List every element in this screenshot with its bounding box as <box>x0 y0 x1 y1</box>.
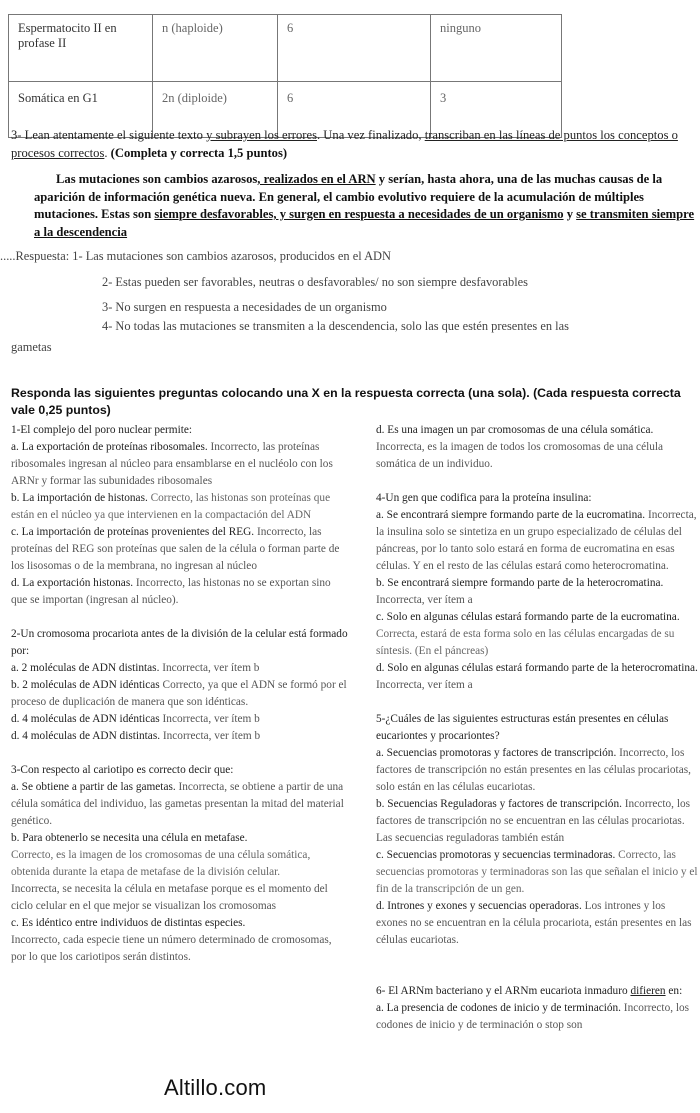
question-1: 1-El complejo del poro nuclear permite: <box>11 424 192 436</box>
option-3d <box>376 422 698 473</box>
spacer <box>11 745 349 762</box>
option-5d <box>376 898 698 949</box>
feedback: Incorrecta, se obtiene a partir de una célula somática del individuo, las gametas presentan la mitad del material genético. <box>11 781 344 827</box>
option-3a <box>11 779 349 830</box>
option-5a <box>376 745 698 796</box>
watermark-logo: Altillo.com <box>164 1075 267 1100</box>
table-cell: 6 <box>278 15 431 82</box>
answer-line-4: 4- No todas las mutaciones se transmiten a la descendencia, solo las que estén presentes en las <box>102 319 569 333</box>
underlined-text: transcriban en las líneas de puntos los conceptos o procesos correctos <box>11 128 678 160</box>
feedback: Incorrecto, las proteínas del REG son proteínas que salen de la célula o forman parte de los lisosomas o de la membrana, no ingresan al núcleo <box>11 526 340 572</box>
option-label: d. 4 moléculas de ADN idénticas <box>11 713 160 725</box>
table-row <box>9 15 562 82</box>
table-cell: 2n (diploide) <box>153 82 278 138</box>
question-2: 2-Un cromosoma procariota antes de la división de la celular está formado por: <box>11 628 348 657</box>
option-label: a. 2 moléculas de ADN distintas. <box>11 662 160 674</box>
questions-left-column <box>11 422 349 966</box>
option-4d <box>376 660 698 694</box>
feedback: Incorrecto, las proteínas ribosomales ingresan al núcleo para ensamblarse en el nucléolo con los ARNr y formar las subunidades ribosomales <box>11 441 333 487</box>
feedback: Incorrecta, es la imagen de todos los cromosomas de una célula somática de un individuo. <box>376 441 664 470</box>
table-cell: 6 <box>278 82 431 138</box>
option-4b <box>376 575 698 609</box>
text: 6- El ARNm bacteriano y el ARNm eucariota inmaduro <box>376 985 631 997</box>
answer-line-1: .....Respuesta: 1- Las mutaciones son cambios azarosos, producidos en el ADN <box>0 249 391 263</box>
option-label: b. Se encontrará siempre formando parte de la heterocromatina. <box>376 577 664 589</box>
feedback: Incorrecta, ver ítem a <box>376 594 473 606</box>
feedback: Incorrecta, ver ítem b <box>159 713 260 725</box>
feedback: Incorrecta, ver ítem a <box>376 679 473 691</box>
spacer <box>376 966 698 983</box>
multiple-choice-instructions: Responda las siguientes preguntas colocando una X en la respuesta correcta (una sola). (Cada respuesta correcta vale 0,25 puntos) <box>11 386 681 418</box>
table-cell: n (haploide) <box>153 15 278 82</box>
feedback: Los intrones y los exones no se encuentran en la célula procariota, están presentes en las células eucariotas. <box>376 900 692 946</box>
feedback: Correcta, estará de esta forma solo en las células encargadas de su síntesis. (En el páncreas) <box>376 628 675 657</box>
feedback: Incorrecto, los factores de transcripción no se encuentran en las células procariotas. Las secuencias reguladoras también están <box>376 798 691 844</box>
error-underline: siempre desfavorables, y surgen en respuesta a necesidades de un organismo <box>154 207 564 221</box>
question-3-prompt <box>11 127 697 162</box>
table-cell: 3 <box>431 82 562 138</box>
option-label: a. Secuencias promotoras y factores de transcripción. <box>376 747 617 759</box>
option-label: c. Solo en algunas células estará formando parte de la eucromatina. <box>376 611 680 623</box>
feedback: Correcto, ya que el ADN se formó por el proceso de duplicación de manera que son idénticas. <box>11 679 347 708</box>
option-2d <box>11 728 349 745</box>
option-label: a. Se obtiene a partir de las gametas. <box>11 781 176 793</box>
option-label: c. La importación de proteínas provenientes del REG. <box>11 526 255 538</box>
option-1b <box>11 490 349 524</box>
underlined-text: y subrayen los errores <box>206 128 317 142</box>
option-5c <box>376 847 698 898</box>
text: y serían, hasta ahora, una de las muchas causas de la aparición de información genética nueva. En general, el cambio evolutivo requiere de la acumulación de múltiples mutaciones. Estas son <box>34 172 663 221</box>
feedback: Correcto, es la imagen de los cromosomas de una célula somática, obtenida durante la etapa de metafase de la división celular. <box>11 849 311 878</box>
feedback: Incorrecto, los factores de transcripción no están presentes en las células procariotas, solo están en las células eucariotas. <box>376 747 691 793</box>
option-label: a. La exportación de proteínas ribosomales. <box>11 441 208 453</box>
questions-right-column <box>376 422 698 1034</box>
option-1d <box>11 575 349 609</box>
feedback: Incorrecto, los codones de inicio y de terminación o stop son <box>376 1002 690 1031</box>
text: Las mutaciones son cambios azarosos <box>56 172 258 186</box>
option-label: d. Intrones y exones y secuencias operadoras. <box>376 900 582 912</box>
feedback: Correcto, las histonas son proteínas que están en el núcleo ya que intervienen en la compactación del ADN <box>11 492 331 521</box>
option-label: b. 2 moléculas de ADN idénticas <box>11 679 160 691</box>
option-3c: c. Es idéntico entre individuos de distintas especies. <box>11 917 246 929</box>
answer-line-3: 3- No surgen en respuesta a necesidades de un organismo <box>102 300 387 314</box>
answer-line-4-cont: gametas <box>11 340 52 354</box>
spacer <box>376 473 698 490</box>
feedback: Incorrecta, se necesita la célula en metafase porque es el momento del ciclo celular en el que mejor se visualizan los cromosomas <box>11 883 328 912</box>
table-cell: ninguno <box>431 15 562 82</box>
text: . Una vez finalizado, <box>317 128 425 142</box>
spacer <box>376 949 698 966</box>
option-label: a. La presencia de codones de inicio y de terminación. <box>376 1002 621 1014</box>
option-3b: b. Para obtenerlo se necesita una célula en metafase. <box>11 832 248 844</box>
option-label: d. 4 moléculas de ADN distintas. <box>11 730 161 742</box>
score-note: (Completa y correcta 1,5 puntos) <box>110 145 288 160</box>
table-cell: Somática en G1 <box>9 82 153 138</box>
option-label: d. Es una imagen un par cromosomas de una célula somática. <box>376 424 654 436</box>
underlined-text: difieren <box>630 985 666 997</box>
feedback: Incorrecta, ver ítem b <box>160 730 261 742</box>
text: en: <box>665 985 683 997</box>
feedback: Correcto, las secuencias promotoras y terminadoras son las que señalan el inicio y el fin de la transcripción de un gen. <box>376 849 698 895</box>
spacer <box>376 694 698 711</box>
spacer <box>11 609 349 626</box>
table-cell: Espermatocito II en profase II <box>9 15 153 82</box>
text: . <box>104 145 111 160</box>
option-4c <box>376 609 698 660</box>
text: 3- Lean atentamente el siguiente texto <box>11 128 207 142</box>
option-1c <box>11 524 349 575</box>
feedback: Incorrecta, la insulina solo se sintetiza en un grupo especializado de células del páncreas, por lo tanto solo estará en forma de eucromatina en esas células. Y en el resto de las células estará como heterocromatina. <box>376 509 697 572</box>
option-5b <box>376 796 698 847</box>
text: y <box>563 207 577 221</box>
option-4a <box>376 507 698 575</box>
option-1a <box>11 439 349 490</box>
answer-line-2: 2- Estas pueden ser favorables, neutras o desfavorables/ no son siempre desfavorables <box>102 275 528 289</box>
option-label: a. Se encontrará siempre formando parte de la eucromatina. <box>376 509 646 521</box>
feedback: Incorrecto, cada especie tiene un número determinado de cromosomas, por lo que los cariotipos serán distintos. <box>11 934 332 963</box>
option-2a <box>11 660 349 677</box>
option-label: b. Secuencias Reguladoras y factores de transcripción. <box>376 798 622 810</box>
feedback: Incorrecto, las histonas no se exportan sino que se importan (ingresan al núcleo). <box>11 577 331 606</box>
feedback: Incorrecta, ver ítem b <box>159 662 260 674</box>
option-6a <box>376 1000 698 1034</box>
option-label: d. Solo en algunas células estará formando parte de la heterocromatina. <box>376 662 698 674</box>
option-label: c. Secuencias promotoras y secuencias terminadoras. <box>376 849 616 861</box>
question-3: 3-Con respecto al cariotipo es correcto decir que: <box>11 764 234 776</box>
question-6 <box>376 983 698 1000</box>
cell-type-table <box>8 14 562 138</box>
option-label: b. La importación de histonas. <box>11 492 148 504</box>
error-underline: se transmiten siempre a la descendencia <box>34 207 695 239</box>
option-label: d. La exportación histonas. <box>11 577 134 589</box>
question-4: 4-Un gen que codifica para la proteína insulina: <box>376 492 592 504</box>
question-5: 5-¿Cuáles de las siguientes estructuras están presentes en células eucariontes y procariontes? <box>376 713 669 742</box>
error-underline: , realizados en el ARN <box>257 172 376 186</box>
option-2b <box>11 677 349 711</box>
mutation-passage <box>34 171 698 241</box>
option-2c <box>11 711 349 728</box>
